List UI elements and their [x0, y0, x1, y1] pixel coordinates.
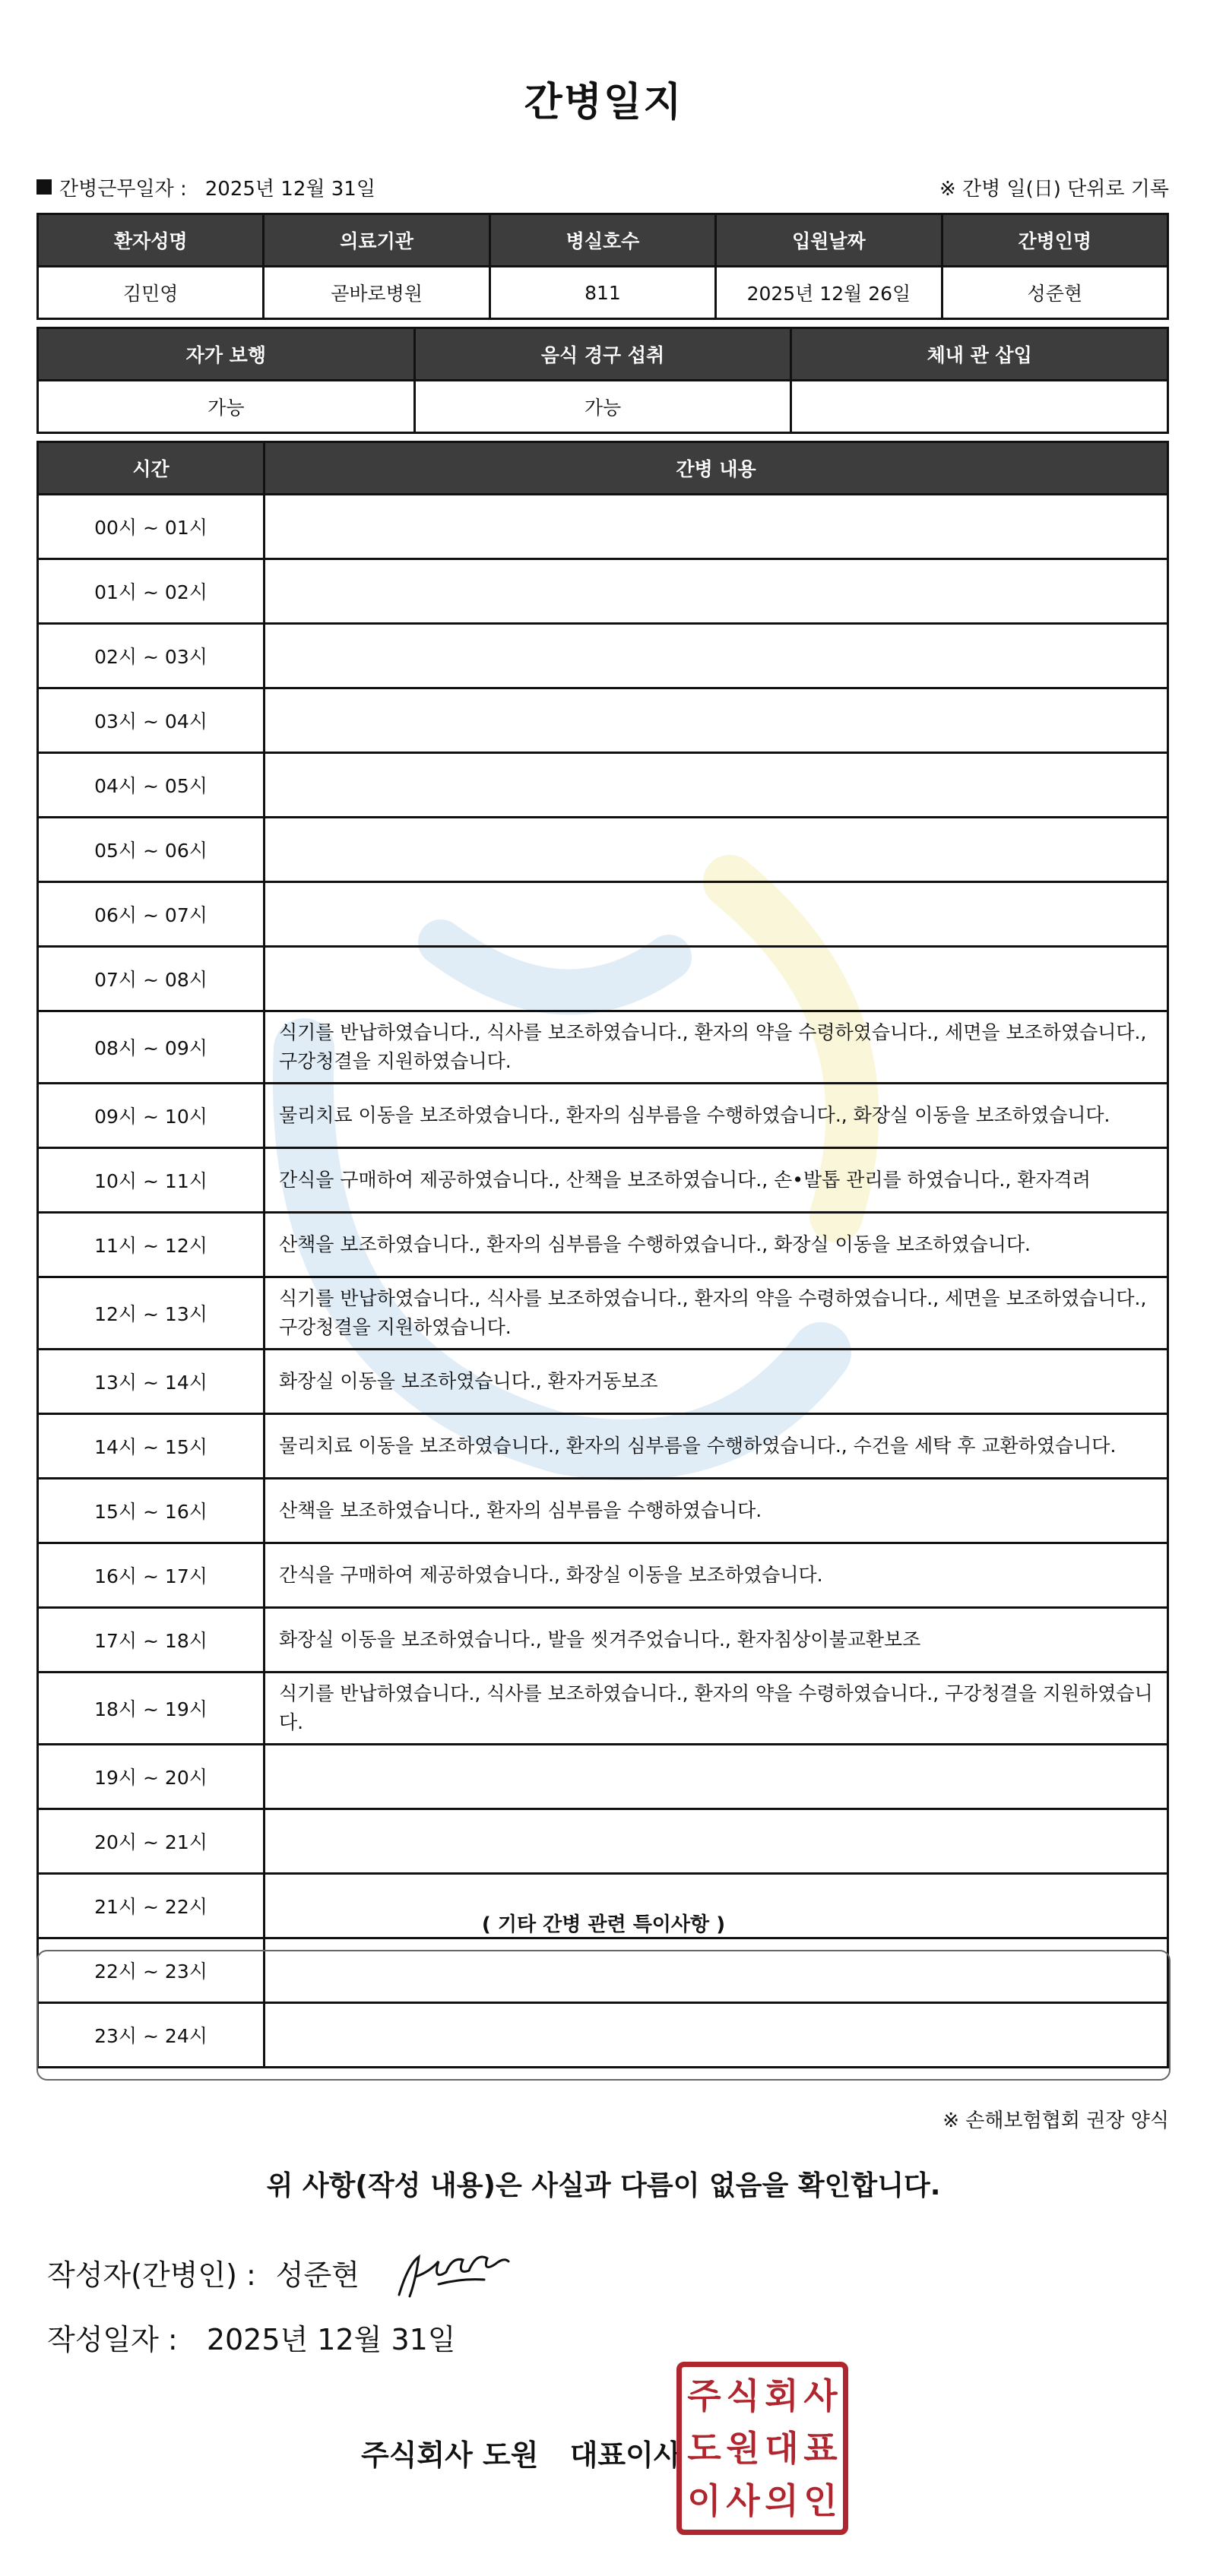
header-admission-date: 입원날짜: [716, 214, 942, 267]
notes-title: ( 기타 간병 관련 특이사항 ): [481, 1913, 726, 1936]
header-caregiver: 간병인명: [942, 214, 1167, 267]
time-cell: 17시 ~ 18시: [38, 1608, 265, 1673]
care-content-cell: 산책을 보조하였습니다., 환자의 심부름을 수행하였습니다., 화장실 이동을 보조하였습니다.: [265, 1213, 1168, 1277]
seal-char: 회: [765, 2375, 799, 2417]
time-cell: 16시 ~ 17시: [38, 1543, 265, 1608]
care-content-cell: [265, 753, 1168, 818]
table-row: [38, 1277, 1168, 1350]
patient-value-row: [38, 267, 1168, 319]
table-row: [38, 1745, 1168, 1809]
care-content-cell: 간식을 구매하여 제공하였습니다., 화장실 이동을 보조하였습니다.: [265, 1543, 1168, 1608]
seal-char: 표: [803, 2427, 838, 2469]
info-row: [36, 172, 1169, 202]
table-row: [38, 495, 1168, 559]
oral-intake-value: 가능: [414, 381, 791, 433]
written-date-line: [47, 2316, 456, 2358]
seal-char: 사: [726, 2479, 760, 2521]
time-cell: 01시 ~ 02시: [38, 559, 265, 624]
confirm-statement: 위 사항(작성 내용)은 사실과 다름이 없음을 확인합니다.: [266, 2170, 941, 2201]
table-row: [38, 753, 1168, 818]
care-content-cell: 화장실 이동을 보조하였습니다., 발을 씻겨주었습니다., 환자침상이불교환보조: [265, 1608, 1168, 1673]
company-seal-stamp: [676, 2362, 848, 2535]
table-row: [38, 882, 1168, 947]
header-time: 시간: [38, 442, 265, 495]
company-title: 대표이사: [569, 2438, 682, 2472]
table-row: [38, 1084, 1168, 1148]
time-cell: 11시 ~ 12시: [38, 1213, 265, 1277]
seal-char: 사: [803, 2375, 838, 2417]
time-cell: 00시 ~ 01시: [38, 495, 265, 559]
header-care-content: 간병 내용: [265, 442, 1168, 495]
time-cell: 19시 ~ 20시: [38, 1745, 265, 1809]
time-cell: 13시 ~ 14시: [38, 1350, 265, 1414]
ability-table: [36, 327, 1169, 434]
unit-note: ※ 간병 일(日) 단위로 기록: [939, 177, 1169, 201]
table-row: [38, 1011, 1168, 1084]
time-cell: 18시 ~ 19시: [38, 1673, 265, 1745]
care-content-cell: [265, 495, 1168, 559]
work-date-value: 2025년 12월 31일: [204, 177, 375, 201]
care-content-cell: [265, 559, 1168, 624]
header-room: 병실호수: [489, 214, 715, 267]
handwritten-signature: [393, 2242, 515, 2302]
time-cell: 12시 ~ 13시: [38, 1277, 265, 1350]
care-content-cell: 물리치료 이동을 보조하였습니다., 환자의 심부름을 수행하였습니다., 화장실 이동을 보조하였습니다.: [265, 1084, 1168, 1148]
table-row: [38, 559, 1168, 624]
table-row: [38, 1148, 1168, 1213]
written-date-label: 작성일자 :: [47, 2323, 178, 2356]
writer-name: 성준현: [275, 2258, 360, 2292]
self-walking-value: 가능: [38, 381, 415, 433]
work-date-group: [36, 173, 375, 201]
square-bullet-icon: [36, 179, 52, 195]
care-content-cell: 물리치료 이동을 보조하였습니다., 환자의 심부름을 수행하였습니다., 수건을 세탁 후 교환하였습니다.: [265, 1414, 1168, 1479]
time-cell: 07시 ~ 08시: [38, 947, 265, 1011]
time-cell: 20시 ~ 21시: [38, 1809, 265, 1874]
time-cell: 15시 ~ 16시: [38, 1479, 265, 1543]
care-content-cell: [265, 947, 1168, 1011]
care-content-cell: [265, 818, 1168, 882]
care-log-table: [36, 441, 1169, 2068]
header-tube-insertion: 체내 관 삽입: [791, 328, 1168, 381]
table-row: [38, 1213, 1168, 1277]
admission-date: 2025년 12월 26일: [716, 267, 942, 319]
care-content-cell: [265, 882, 1168, 947]
time-cell: 21시 ~ 22시: [38, 1874, 265, 1938]
log-header-row: [38, 442, 1168, 495]
seal-char: 인: [803, 2479, 838, 2521]
care-content-cell: 식기를 반납하였습니다., 식사를 보조하였습니다., 환자의 약을 수령하였습니다., 세면을 보조하였습니다., 구강청결을 지원하였습니다.: [265, 1277, 1168, 1350]
time-cell: 03시 ~ 04시: [38, 688, 265, 753]
time-cell: 10시 ~ 11시: [38, 1148, 265, 1213]
time-cell: 05시 ~ 06시: [38, 818, 265, 882]
seal-char: 이: [687, 2479, 721, 2521]
writer-label: 작성자(간병인) :: [47, 2258, 256, 2292]
recommend-note: ※ 손해보험협회 권장 양식: [942, 2109, 1169, 2132]
care-content-cell: 화장실 이동을 보조하였습니다., 환자거동보조: [265, 1350, 1168, 1414]
seal-char: 주: [687, 2375, 721, 2417]
tube-insertion-value: [791, 381, 1168, 433]
care-content-cell: [265, 1745, 1168, 1809]
table-row: [38, 688, 1168, 753]
care-content-cell: [265, 1809, 1168, 1874]
work-date-label: 간병근무일자 :: [59, 177, 187, 201]
patient-name: 김민영: [38, 267, 264, 319]
special-notes-box[interactable]: [36, 1950, 1171, 2081]
care-content-cell: 간식을 구매하여 제공하였습니다., 산책을 보조하였습니다., 손•발톱 관리를 하였습니다., 환자격려: [265, 1148, 1168, 1213]
patient-header-row: [38, 214, 1168, 267]
page-title: 간병일지: [524, 80, 683, 125]
table-row: [38, 1673, 1168, 1745]
header-hospital: 의료기관: [264, 214, 489, 267]
caregiver-name: 성준현: [942, 267, 1167, 319]
table-row: [38, 1350, 1168, 1414]
time-cell: 06시 ~ 07시: [38, 882, 265, 947]
time-cell: 22시 ~ 23시: [38, 1938, 265, 2003]
care-content-cell: 식기를 반납하였습니다., 식사를 보조하였습니다., 환자의 약을 수령하였습니다., 구강청결을 지원하였습니다.: [265, 1673, 1168, 1745]
time-cell: 02시 ~ 03시: [38, 624, 265, 688]
ability-header-row: [38, 328, 1168, 381]
header-oral-intake: 음식 경구 섭취: [414, 328, 791, 381]
ability-value-row: [38, 381, 1168, 433]
care-content-cell: 산책을 보조하였습니다., 환자의 심부름을 수행하였습니다.: [265, 1479, 1168, 1543]
table-row: [38, 1608, 1168, 1673]
log-body: [38, 495, 1168, 2068]
hospital-name: 곧바로병원: [264, 267, 489, 319]
time-cell: 08시 ~ 09시: [38, 1011, 265, 1084]
room-number: 811: [489, 267, 715, 319]
time-cell: 04시 ~ 05시: [38, 753, 265, 818]
seal-char: 도: [687, 2427, 721, 2469]
time-cell: 09시 ~ 10시: [38, 1084, 265, 1148]
table-row: [38, 947, 1168, 1011]
seal-char: 식: [726, 2375, 760, 2417]
table-row: [38, 1414, 1168, 1479]
seal-char: 의: [765, 2479, 799, 2521]
table-row: [38, 1809, 1168, 1874]
company-name: 주식회사 도원: [361, 2438, 539, 2472]
table-row: [38, 624, 1168, 688]
time-cell: 23시 ~ 24시: [38, 2003, 265, 2068]
table-row: [38, 1479, 1168, 1543]
company-line: [361, 2432, 682, 2473]
writer-line: [47, 2242, 515, 2302]
care-content-cell: [265, 624, 1168, 688]
table-row: [38, 818, 1168, 882]
seal-char: 대: [765, 2427, 799, 2469]
seal-char: 원: [726, 2427, 760, 2469]
patient-info-table: [36, 213, 1169, 320]
header-self-walking: 자가 보행: [38, 328, 415, 381]
care-content-cell: 식기를 반납하였습니다., 식사를 보조하였습니다., 환자의 약을 수령하였습니다., 세면을 보조하였습니다., 구강청결을 지원하였습니다.: [265, 1011, 1168, 1084]
time-cell: 14시 ~ 15시: [38, 1414, 265, 1479]
table-row: [38, 1543, 1168, 1608]
header-patient-name: 환자성명: [38, 214, 264, 267]
care-content-cell: [265, 688, 1168, 753]
written-date-value: 2025년 12월 31일: [206, 2323, 456, 2356]
